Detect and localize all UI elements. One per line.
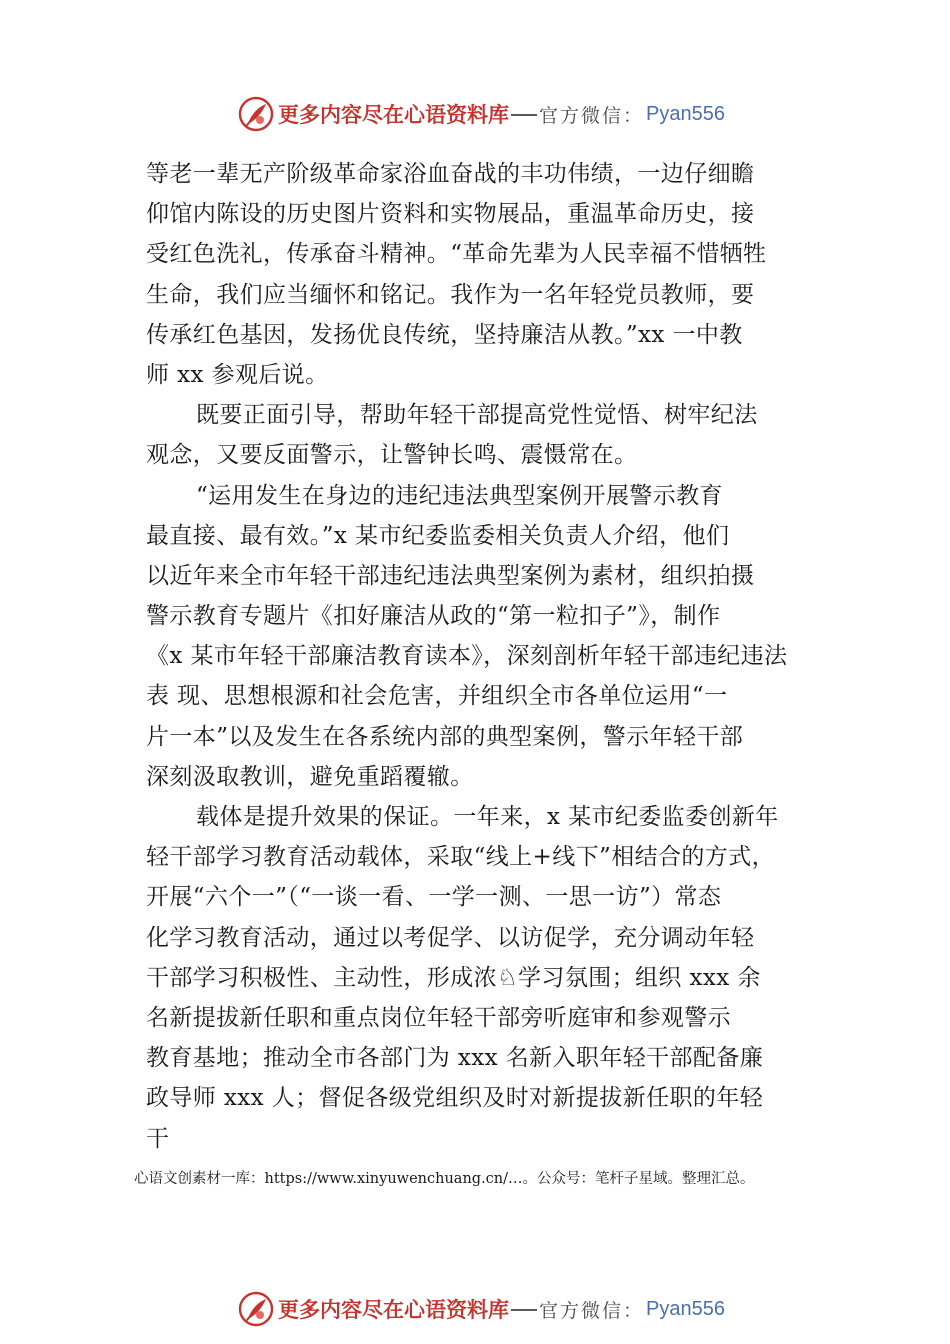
body-line: 轻干部学习教育活动载体，采取“线上+线下”相结合的方式， (146, 844, 775, 871)
body-line: 最直接、最有效。”x 某市纪委监委相关负责人介绍，他们 (146, 522, 730, 549)
body-line: 干部学习积极性、主动性，形成浓♘学习氛围；组织 xxx 余 (146, 964, 761, 991)
body-line: 《x 某市年轻干部廉洁教育读本》，深刻剖析年轻干部违纪违法 (146, 643, 788, 670)
footer-banner (238, 1289, 725, 1329)
quill-logo-icon (238, 96, 274, 132)
banner-wechat-id: Pyan556 (646, 102, 725, 125)
banner-wechat-id: Pyan556 (646, 1297, 725, 1320)
body-line: 开展“六个一”（“一谈一看、一学一测、一思一访”）常态 (146, 884, 722, 911)
body-line: 受红色洗礼，传承奋斗精神。“革命先辈为人民幸福不惜牺牲 (146, 241, 767, 268)
banner-brand-text: 更多内容尽在心语资料库 (278, 1297, 509, 1322)
body-line: 政导师 xxx 人；督促各级党组织及时对新提拔新任职的年轻 (146, 1085, 764, 1112)
body-line: 片一本”以及发生在各系统内部的典型案例，警示年轻干部 (146, 723, 744, 750)
body-line: 名新提拔新任职和重点岗位年轻干部旁听庭审和参观警示 (146, 1004, 731, 1031)
body-line: 深刻汲取教训，避免重蹈覆辙。 (146, 763, 474, 790)
banner-brand-text: 更多内容尽在心语资料库 (278, 102, 509, 127)
body-line: 传承红色基因，发扬优良传统，坚持廉洁从教。”xx 一中教 (146, 321, 743, 348)
body-line: 等老一辈无产阶级革命家浴血奋战的丰功伟绩，一边仔细瞻 (146, 161, 755, 187)
body-line: 仰馆内陈设的历史图片资料和实物展品，重温革命历史，接 (146, 201, 755, 228)
body-line: 表 现、思想根源和社会危害，并组织全市各单位运用“一 (146, 683, 728, 710)
body-line: 教育基地；推动全市各部门为 xxx 名新入职年轻干部配备廉 (146, 1045, 764, 1072)
body-line: 化学习教育活动，通过以考促学、以访促学，充分调动年轻 (146, 924, 755, 951)
header-banner (238, 94, 725, 134)
body-line: 以近年来全市年轻干部违纪违法典型案例为素材，组织拍摄 (146, 562, 755, 589)
banner-official-label: 官方微信： (539, 1299, 645, 1322)
body-line: 警示教育专题片《扣好廉洁从政的“第一粒扣子”》，制作 (146, 603, 721, 630)
source-footer: 心语文创素材一库：https://www.xinyuwenchuang.cn/…。公众号：笔杆子星域。整理汇总。 (134, 1171, 755, 1187)
article-body (146, 154, 816, 1159)
body-line: 师 xx 参观后说。 (146, 361, 329, 388)
banner-official-label: 官方微信： (539, 104, 645, 127)
body-line: 干 (146, 1125, 170, 1152)
body-line: 生命，我们应当缅怀和铭记。我作为一名年轻党员教师，要 (146, 281, 755, 308)
banner-dash (511, 114, 537, 116)
quill-logo-icon (238, 1291, 274, 1327)
banner-dash (511, 1309, 537, 1311)
body-line: 观念，又要反面警示，让警钟长鸣、震慑常在。 (146, 442, 638, 469)
paragraph-start-line: “运用发生在身边的违纪违法典型案例开展警示教育 (196, 482, 723, 509)
paragraph-start-line: 载体是提升效果的保证。一年来，x 某市纪委监委创新年 (196, 804, 779, 830)
paragraph-start-line: 既要正面引导，帮助年轻干部提高党性觉悟、树牢纪法 (196, 402, 758, 429)
